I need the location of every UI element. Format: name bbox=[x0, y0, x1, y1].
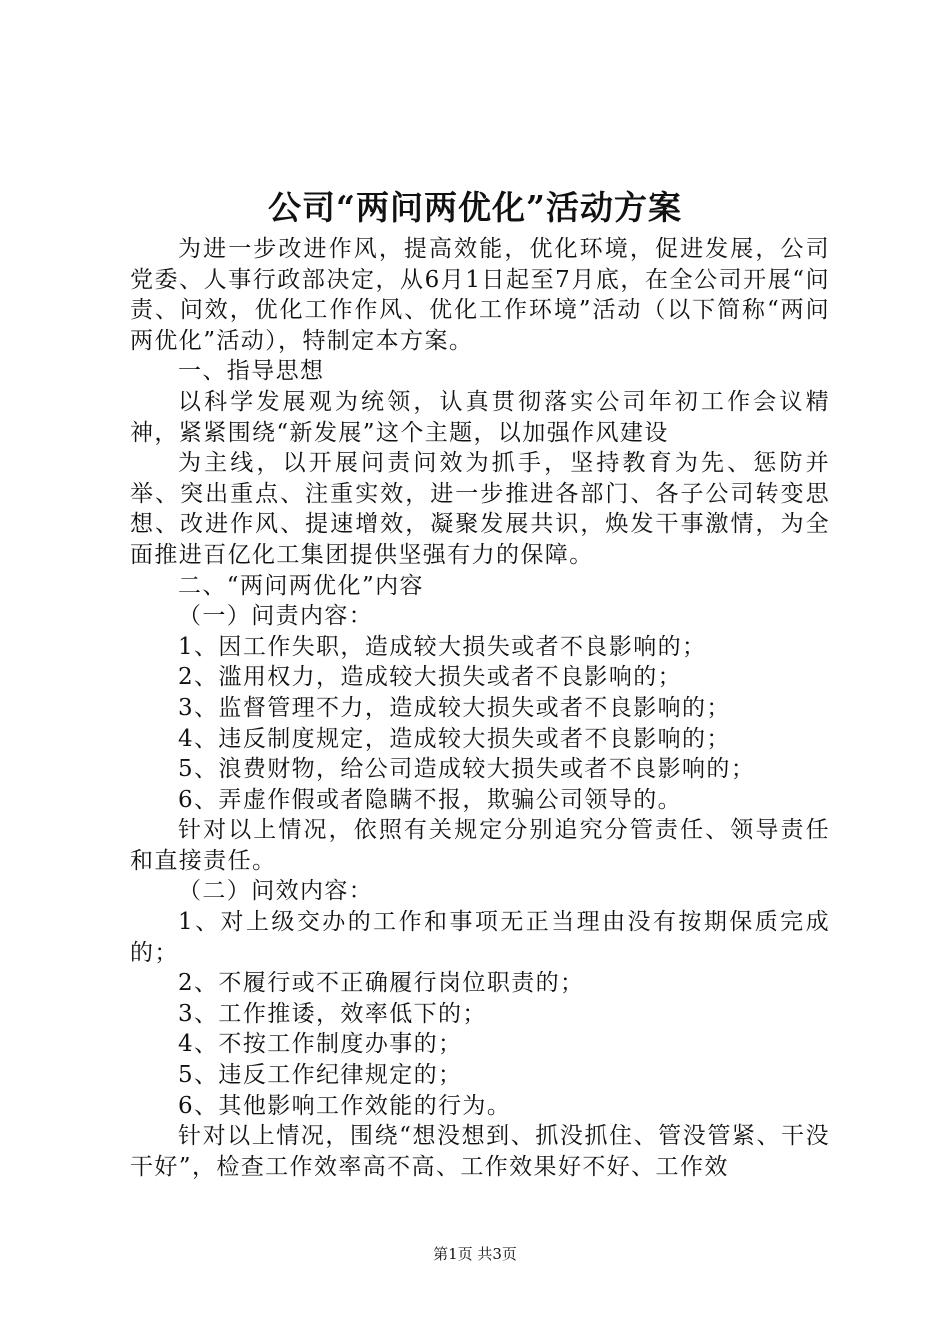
list-item: 1、因工作失职，造成较大损失或者不良影响的； bbox=[178, 633, 707, 660]
body-paragraph: 针对以上情况，依照有关规定分别追究分管责任、领导责任和直接责任。 bbox=[130, 817, 830, 874]
subsection-heading-efficiency: （二）问效内容： bbox=[178, 878, 374, 905]
list-item: 5、违反工作纪律规定的； bbox=[178, 1062, 463, 1089]
subsection-heading-accountability: （一）问责内容： bbox=[178, 603, 374, 630]
list-item: 2、滥用权力，造成较大损失或者不良影响的； bbox=[178, 664, 683, 691]
page-footer: 第1页 共3页 bbox=[433, 1245, 517, 1263]
body-paragraph: 以科学发展观为统领，认真贯彻落实公司年初工作会议精神，紧紧围绕“新发展”这个主题，以加强作风建设 bbox=[130, 388, 830, 446]
list-item: 4、不按工作制度办事的； bbox=[178, 1031, 463, 1058]
list-item: 2、不履行或不正确履行岗位职责的； bbox=[178, 970, 585, 997]
list-item: 5、浪费财物，给公司造成较大损失或者不良影响的； bbox=[178, 756, 756, 783]
list-item: 4、违反制度规定，造成较大损失或者不良影响的； bbox=[178, 725, 731, 752]
section-heading-guiding-ideology: 一、指导思想 bbox=[178, 358, 325, 385]
list-item: 6、其他影响工作效能的行为。 bbox=[178, 1092, 512, 1119]
list-item: 1、对上级交办的工作和事项无正当理由没有按期保质完成的； bbox=[130, 909, 830, 966]
list-item: 3、监督管理不力，造成较大损失或者不良影响的； bbox=[178, 694, 731, 721]
list-item: 3、工作推诿，效率低下的； bbox=[178, 1000, 487, 1027]
body-paragraph: 为主线，以开展问责问效为抓手，坚持教育为先、惩防并举、突出重点、注重实效，进一步推进各部门、各子公司转变思想、改进作风、提速增效，凝聚发展共识，焕发干事激情，为全面推进百亿化工集团提供坚强有力的保障。 bbox=[130, 450, 830, 568]
document-title: 公司“两问两优化”活动方案 bbox=[268, 188, 682, 227]
body-paragraph: 针对以上情况，围绕“想没想到、抓没抓住、管没管紧、干没干好”，检查工作效率高不高、工作效果好不好、工作效 bbox=[130, 1123, 830, 1180]
section-heading-content: 二、“两问两优化”内容 bbox=[178, 572, 424, 599]
list-item: 6、弄虚作假或者隐瞒不报，欺骗公司领导的。 bbox=[178, 786, 683, 813]
document-body bbox=[130, 234, 830, 1182]
intro-paragraph: 为进一步改进作风，提高效能，优化环境，促进发展，公司党委、人事行政部决定，从6月1日起至7月底，在全公司开展“问责、问效，优化工作作风、优化工作环境”活动（以下简称“两问两优化”活动），特制定本方案。 bbox=[130, 236, 830, 354]
